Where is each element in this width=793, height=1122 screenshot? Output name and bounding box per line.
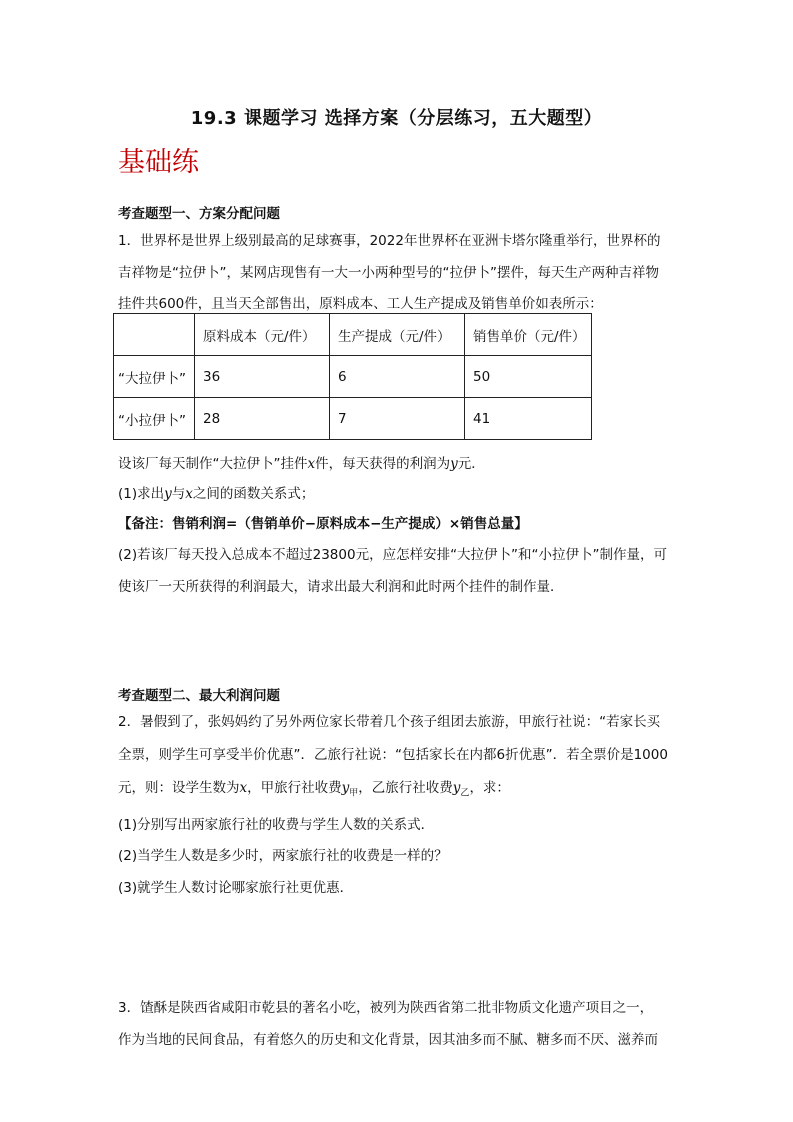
q1-sub1-line [118,482,314,502]
q1-sub1-text: (1)求出 [118,486,165,502]
q2-text: 元，则：设学生数为 [118,780,240,796]
q2-text-line-3 [118,776,510,799]
q1-setup-line [118,452,485,472]
subscript-yi: 乙 [460,788,470,799]
table-cell: “小拉伊卜” [114,398,195,440]
level-heading: 基础练 [118,147,199,178]
var-y-jia: y [341,780,350,796]
table-header-cell: 生产提成（元/件） [330,314,465,356]
q1-setup-text: 设该厂每天制作“大拉伊卜”挂件 [118,456,308,472]
table-header-row [114,314,592,356]
q2-sub2: (2)当学生人数是多少时，两家旅行社的收费是一样的？ [118,848,448,864]
table-row [114,356,592,398]
table-cell: 6 [330,356,465,398]
q3-text-line-2: 作为当地的民间食品，有着悠久的历史和文化背景，因其油多而不腻、糖多而不厌、滋养而 [118,1032,658,1048]
q1-text-line-2: 吉祥物是“拉伊卜”，某网店现售有一大一小两种型号的“拉伊卜”摆件，每天生产两种吉祥物 [118,265,659,281]
table-cell: 50 [465,356,592,398]
q2-text: ，求： [469,780,510,796]
cost-table [113,313,592,440]
table-header-cell: 原料成本（元/件） [195,314,330,356]
var-y: y [450,456,458,472]
q2-text-line-1: 2．暑假到了，张妈妈约了另外两位家长带着几个孩子组团去旅游，甲旅行社说：“若家长买 [118,714,661,730]
q1-sub2-line-1: (2)若该厂每天投入总成本不超过23800元，应怎样安排“大拉伊卜”和“小拉伊卜”制作量，可 [118,547,668,563]
var-y: y [164,486,172,502]
q1-sub1-text: 与 [171,486,186,502]
q2-text-line-2: 全票，则学生可享受半价优惠”．乙旅行社说：“包括家长在内都6折优惠”．若全票价是1000 [118,747,668,763]
q3-text-line-1: 3．馇酥是陕西省咸阳市乾县的著名小吃，被列为陕西省第二批非物质文化遗产项目之一， [118,1000,654,1016]
q1-sub1-text: 之间的函数关系式； [192,486,315,502]
table-cell: “大拉伊卜” [114,356,195,398]
var-x: x [239,780,248,796]
table-header-cell [114,314,195,356]
table-row [114,398,592,440]
q2-sub1: (1)分别写出两家旅行社的收费与学生人数的关系式． [118,817,435,833]
q2-sub3: (3)就学生人数讨论哪家旅行社更优惠． [118,880,354,896]
q2-text: ，甲旅行社收费 [247,780,342,796]
table-cell: 41 [465,398,592,440]
page-title: 19.3 课题学习 选择方案（分层练习，五大题型） [190,108,603,129]
q1-setup-text: 件，每天获得的利润为 [315,456,451,472]
q2-text: ，乙旅行社收费 [358,780,453,796]
var-x: x [307,456,316,472]
var-y-yi: y [452,780,461,796]
table-header-cell: 销售单价（元/件） [465,314,592,356]
section-heading-2: 考查题型二、最大利润问题 [118,688,280,704]
table-cell: 28 [195,398,330,440]
q1-note: 【备注：售销利润=（售销单价−原料成本−生产提成）×销售总量】 [118,516,528,532]
table-cell: 7 [330,398,465,440]
q1-text-line-1: 1．世界杯是世界上级别最高的足球赛事，2022年世界杯在亚洲卡塔尔隆重举行，世界杯的 [118,233,661,249]
section-heading-1: 考查题型一、方案分配问题 [118,206,280,222]
var-x: x [185,486,193,502]
q1-text-line-3: 挂件共600件，且当天全部售出，原料成本、工人生产提成及销售单价如表所示： [118,296,603,312]
subscript-jia: 甲 [349,788,359,799]
q1-sub2-line-2: 使该厂一天所获得的利润最大，请求出最大利润和此时两个挂件的制作量． [118,579,564,595]
q1-setup-text: 元． [457,456,485,472]
table-cell: 36 [195,356,330,398]
